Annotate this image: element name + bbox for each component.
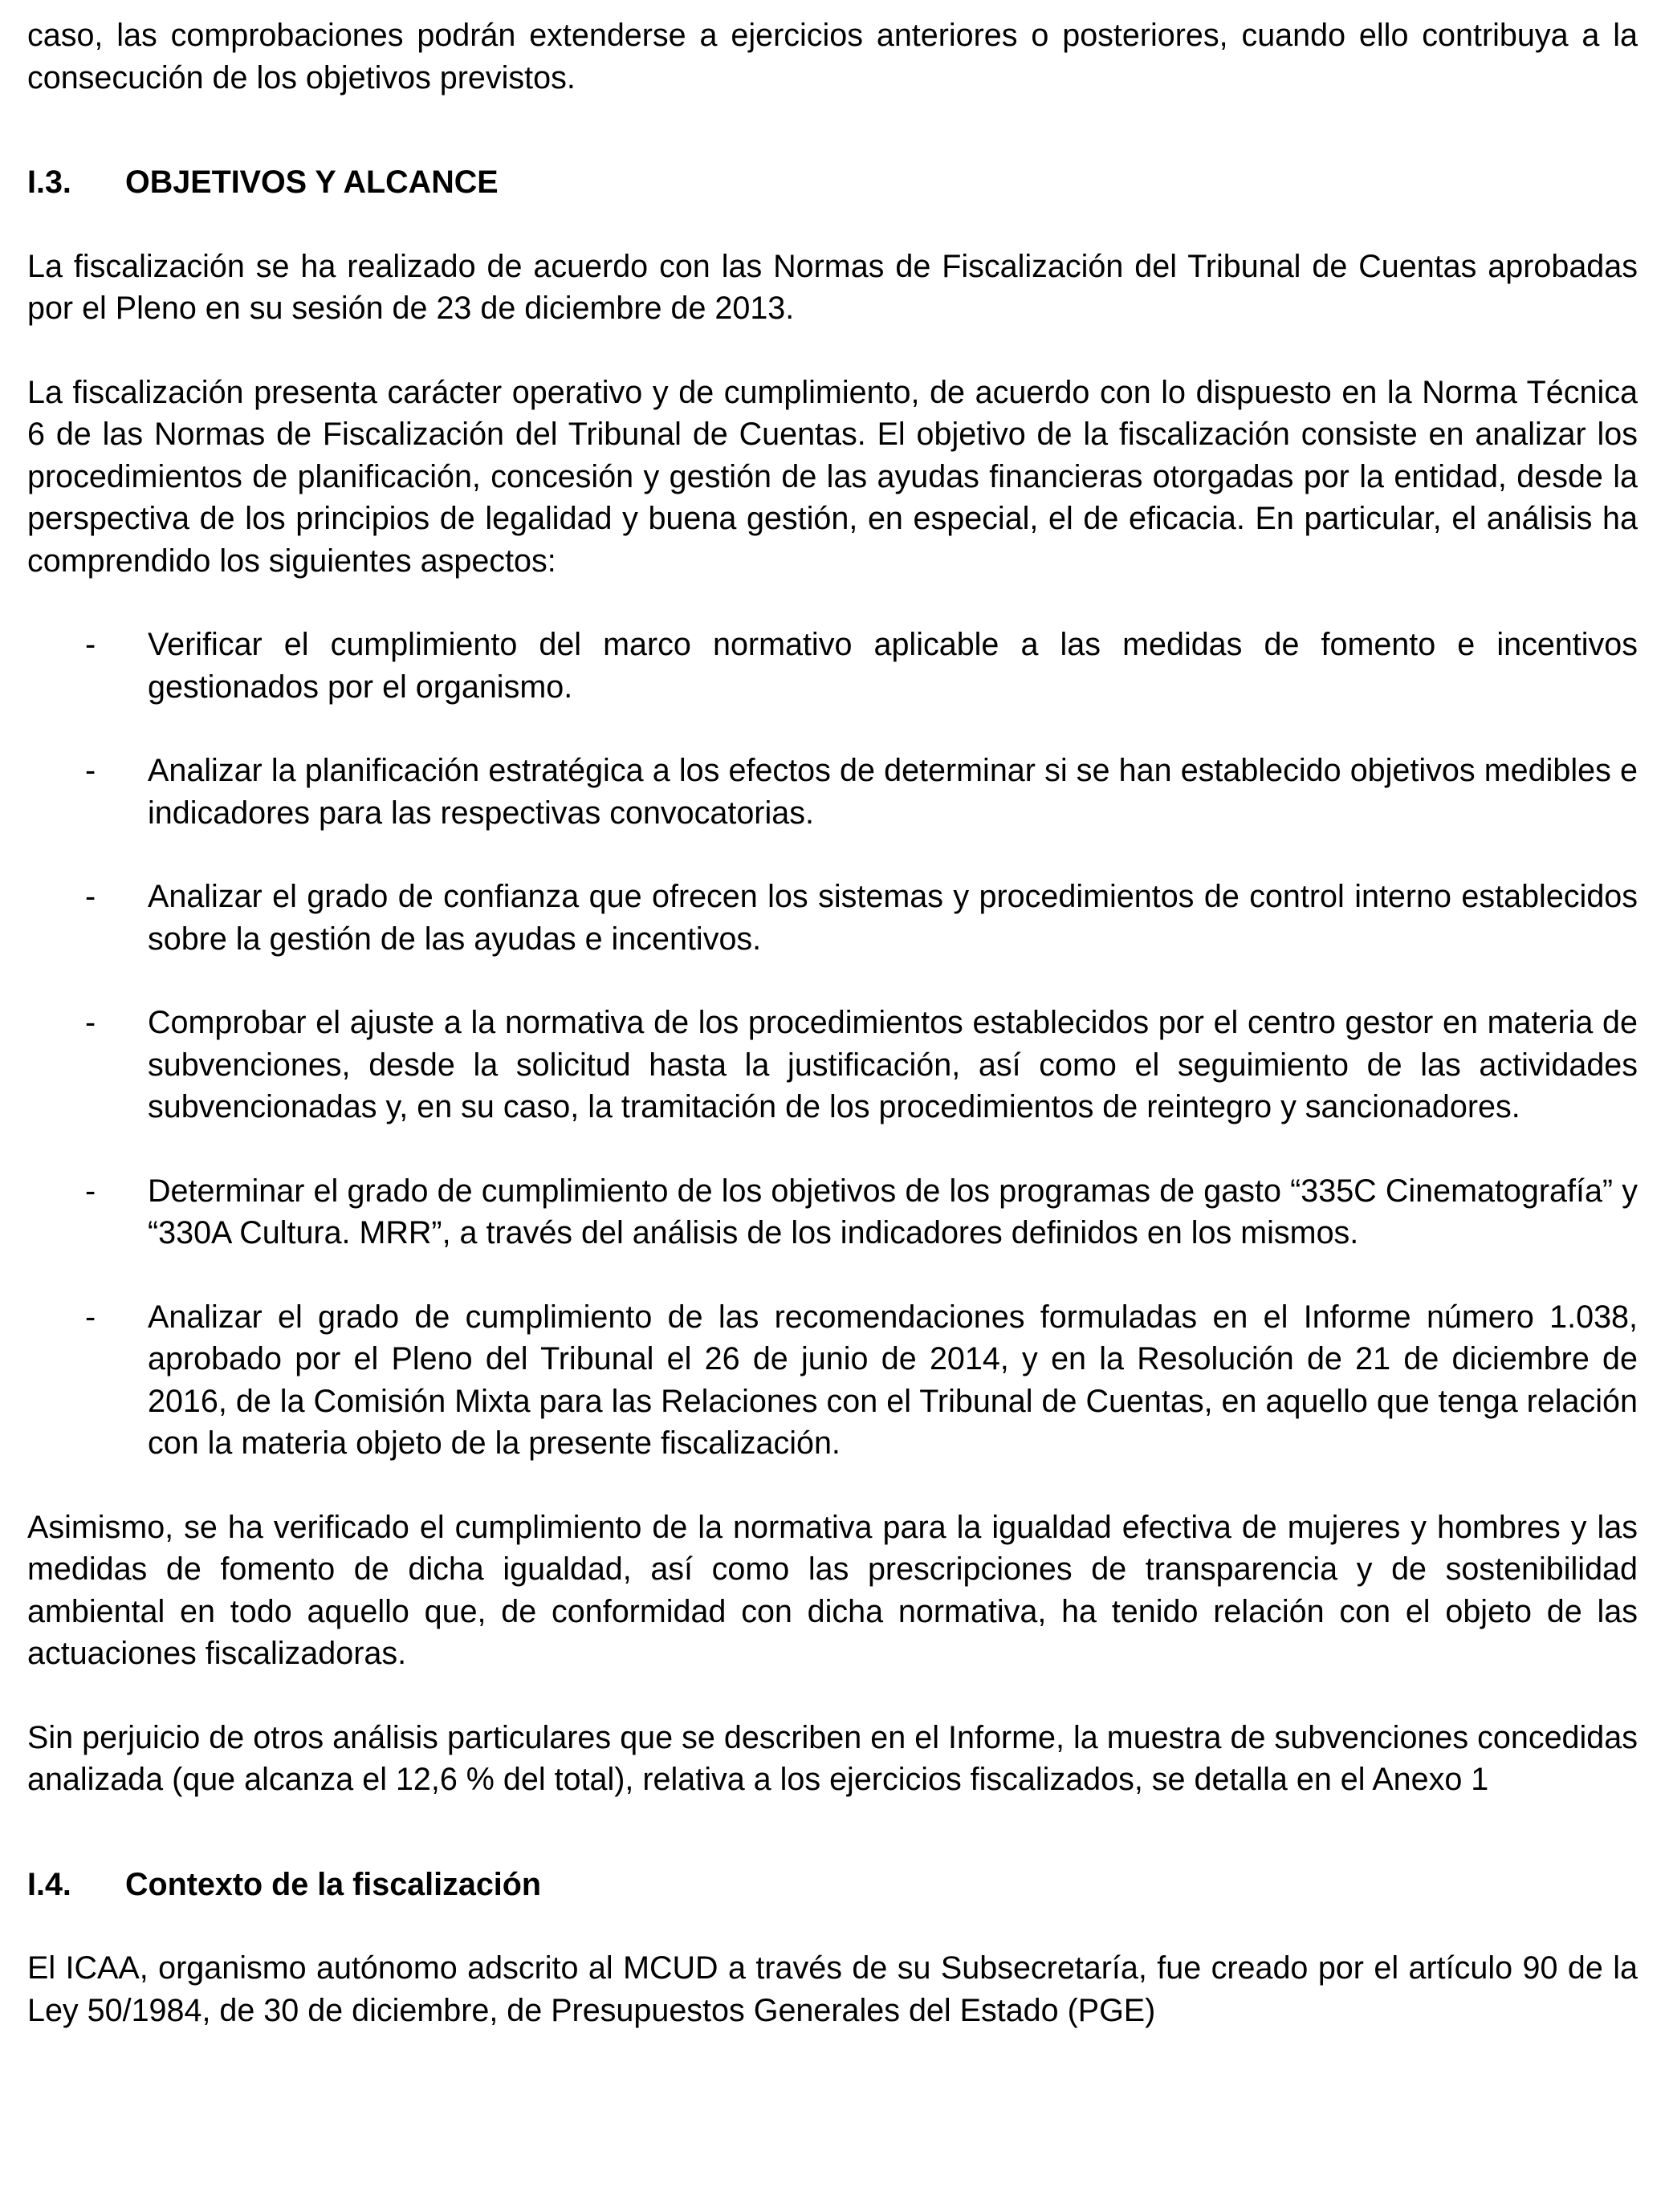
bullet-dash: -	[85, 627, 96, 662]
bullet-dash: -	[85, 1299, 96, 1335]
section-heading-objetivos	[27, 161, 1638, 204]
list-item-text: Determinar el grado de cumplimiento de los objetivos de los programas de gasto “335C Cinematografía” y “330A Cultura. MRR”, a través del análisis de los indicadores definidos en los mismos.	[148, 1173, 1638, 1250]
objectives-list	[27, 624, 1638, 1465]
list-item-text: Analizar el grado de confianza que ofrecen los sistemas y procedimientos de control interno establecidos sobre la gestión de las ayudas e incentivos.	[148, 879, 1638, 957]
list-item	[27, 624, 1638, 708]
paragraph-muestra: Sin perjuicio de otros análisis particulares que se describen en el Informe, la muestra de subvenciones concedidas analizada (que alcanza el 12,6 % del total), relativa a los ejercicios fiscalizados, se detalla en el Anexo 1	[27, 1719, 1638, 1797]
paragraph-icaa: El ICAA, organismo autónomo adscrito al MCUD a través de su Subsecretaría, fue creado por el artículo 90 de la Ley 50/1984, de 30 de diciembre, de Presupuestos Generales del Estado (PGE)	[27, 1950, 1638, 2028]
document-page	[27, 14, 1638, 2031]
bullet-dash: -	[85, 1005, 96, 1040]
list-item	[27, 750, 1638, 834]
bullet-dash: -	[85, 879, 96, 914]
list-item	[27, 876, 1638, 960]
list-item	[27, 1170, 1638, 1254]
paragraph-igualdad: Asimismo, se ha verificado el cumplimiento de la normativa para la igualdad efectiva de mujeres y hombres y las medidas de fomento de dicha igualdad, así como las prescripciones de transparencia y de sostenibilidad ambiental en todo aquello que, de conformidad con dicha normativa, ha tenido relación con el objeto de las actuaciones fiscalizadoras.	[27, 1509, 1638, 1671]
paragraph-objetivo: La fiscalización presenta carácter operativo y de cumplimiento, de acuerdo con lo dispuesto en la Norma Técnica 6 de las Normas de Fiscalización del Tribunal de Cuentas. El objetivo de la fiscalización consiste en analizar los procedimientos de planificación, concesión y gestión de las ayudas financieras otorgadas por la entidad, desde la perspectiva de los principios de legalidad y buena gestión, en especial, el de eficacia. En particular, el análisis ha comprendido los siguientes aspectos:	[27, 374, 1638, 579]
list-item-text: Verificar el cumplimiento del marco normativo aplicable a las medidas de fomento e incentivos gestionados por el organismo.	[148, 627, 1638, 705]
bullet-dash: -	[85, 1173, 96, 1209]
section-number: I.3.	[27, 165, 71, 200]
bullet-dash: -	[85, 753, 96, 788]
list-item	[27, 1002, 1638, 1128]
paragraph-normas: La fiscalización se ha realizado de acuerdo con las Normas de Fiscalización del Tribunal de Cuentas aprobadas por el Pleno en su sesión de 23 de diciembre de 2013.	[27, 248, 1638, 326]
section-title: Contexto de la fiscalización	[125, 1866, 542, 1902]
list-item	[27, 1296, 1638, 1465]
list-item-text: Analizar el grado de cumplimiento de las recomendaciones formuladas en el Informe número 1.038, aprobado por el Pleno del Tribunal el 26 de junio de 2014, y en la Resolución de 21 de diciembre de 2016, de la Comisión Mixta para las Relaciones con el Tribunal de Cuentas, en aquello que tenga relación con la materia objeto de la presente fiscalización.	[148, 1299, 1638, 1461]
intro-continuation-paragraph: caso, las comprobaciones podrán extenderse a ejercicios anteriores o posteriores, cuando ello contribuya a la consecución de los objetivos previstos.	[27, 18, 1638, 96]
section-number: I.4.	[27, 1866, 71, 1902]
section-heading-contexto	[27, 1864, 1638, 1906]
list-item-text: Comprobar el ajuste a la normativa de los procedimientos establecidos por el centro gestor en materia de subvenciones, desde la solicitud hasta la justificación, así como el seguimiento de las actividades subvencionadas y, en su caso, la tramitación de los procedimientos de reintegro y sancionadores.	[148, 1005, 1638, 1124]
list-item-text: Analizar la planificación estratégica a los efectos de determinar si se han establecido objetivos medibles e indicadores para las respectivas convocatorias.	[148, 753, 1638, 831]
section-title: OBJETIVOS Y ALCANCE	[125, 165, 499, 200]
